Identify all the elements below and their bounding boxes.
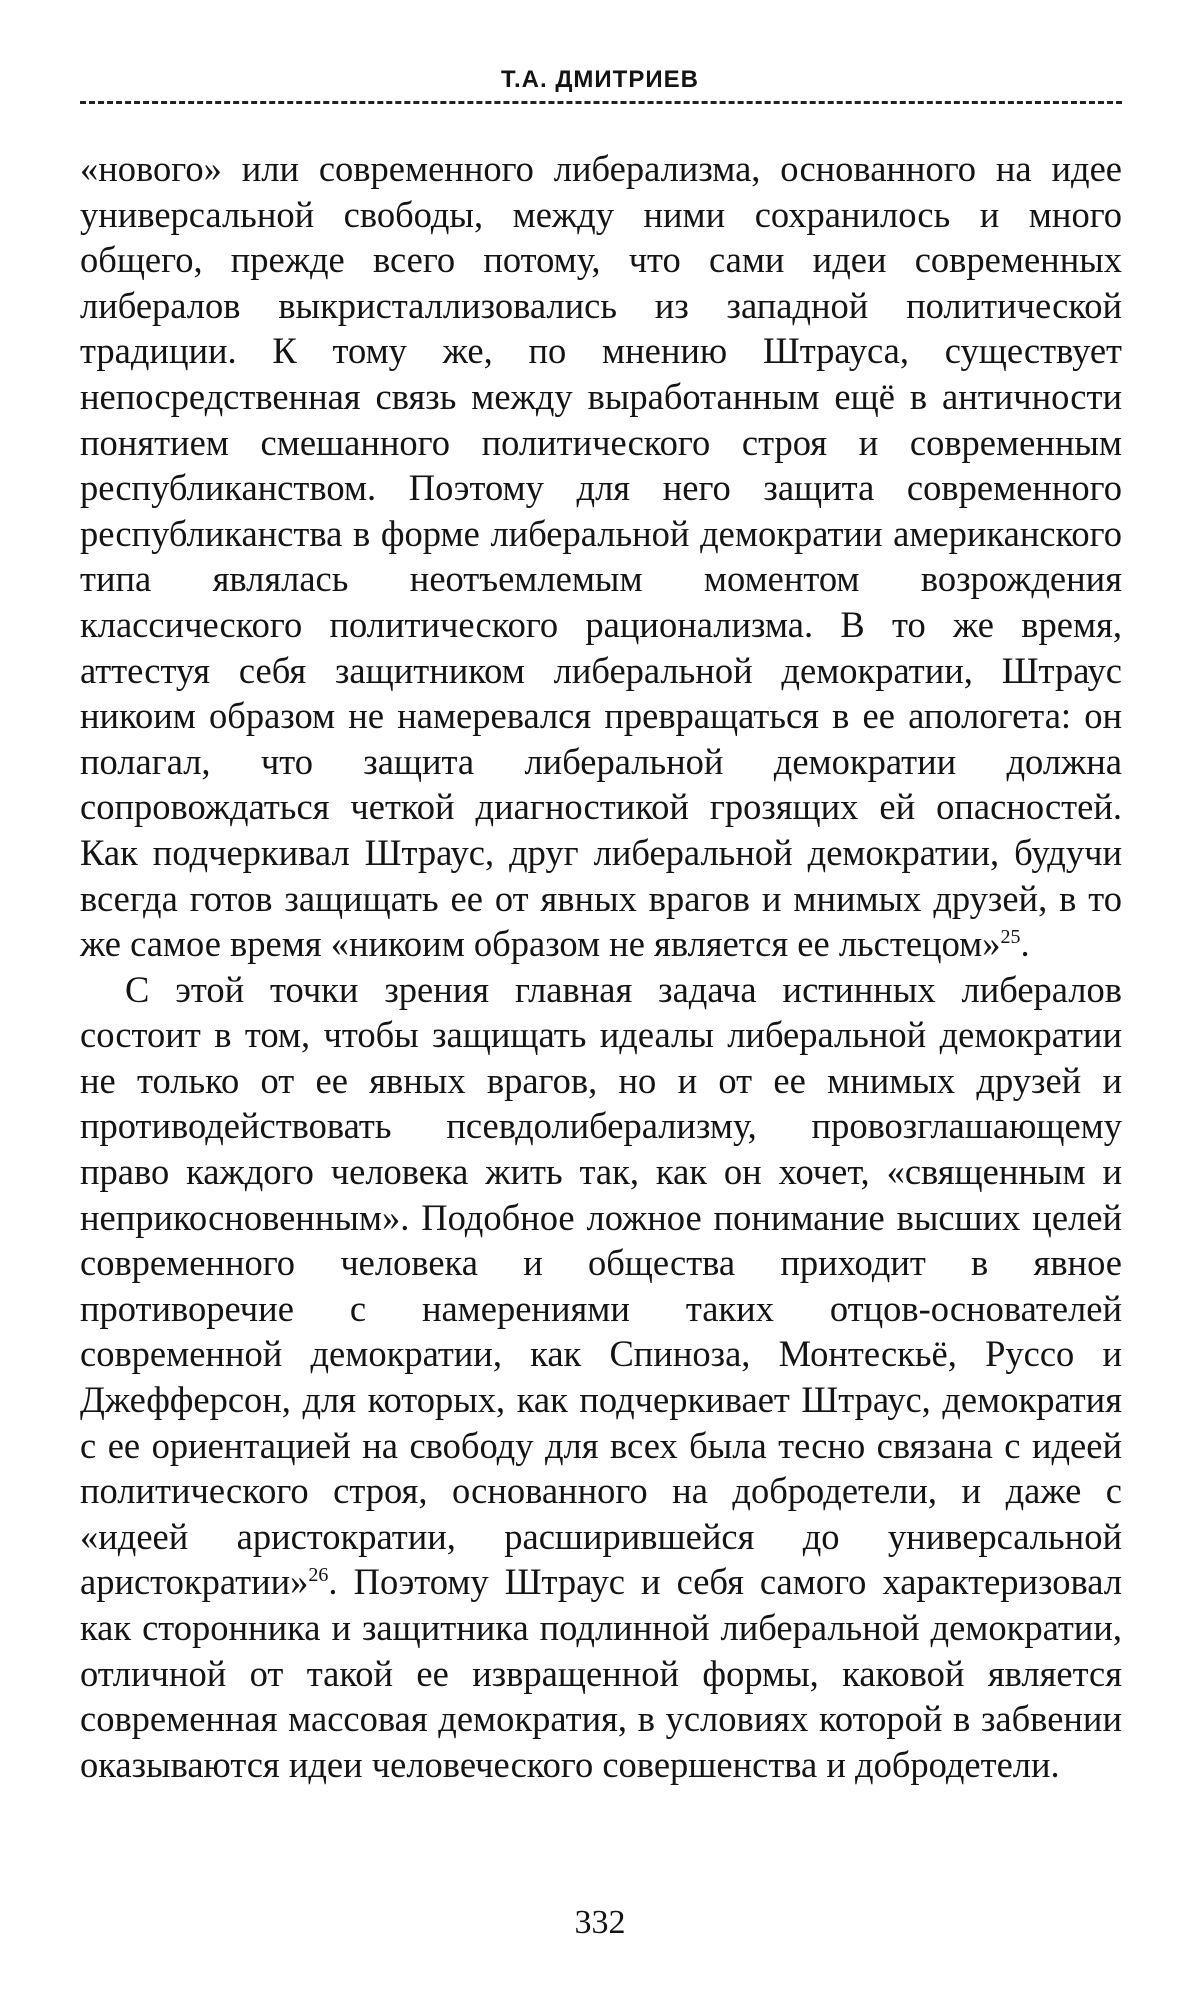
running-header: Т.А. ДМИТРИЕВ [501,66,699,93]
main-text [80,146,1122,1787]
paragraph-2 [80,967,1122,1788]
paragraph-1-tail: . [1020,923,1030,965]
header-divider [80,101,1122,104]
paragraph-1-text: «нового» или современного либерализма, основанного на идее универсальной свободы, между ними сохранилось и много общего, прежде всего потому, что сами идеи современных либералов выкристаллизовались из западной политической традиции. К тому же, по мнению Штрауса, существует непосредственная связь между выработанным ещё в античности понятием смешанного политического строя и современным республиканством. Поэтому для него защита современного республиканства в форме либеральной демократии американского типа являлась неотъемлемым моментом возрождения классического политического рационализма. В то же время, аттестуя себя защитником либеральной демократии, Штраус никоим образом не намеревался превращаться в ее апологета: он полагал, что защита либеральной демократии должна сопровождаться четкой диагностикой грозящих ей опасностей. Как подчеркивал Штраус, друг либеральной демократии, будучи всегда готов защищать ее от явных врагов и мнимых друзей, в то же самое время «никоим образом не является ее льстецом» [80,148,1122,965]
page-number: 332 [574,1904,626,1941]
paragraph-2-text: С этой точки зрения главная задача истинных либералов состоит в том, чтобы защищать идеалы либеральной демократии не только от ее явных врагов, но и от ее мнимых друзей и противодействовать псевдолиберализму, провозглашающему право каждого человека жить так, как он хочет, «священным и неприкосновенным». Подобное ложное понимание высших целей современного человека и общества приходит в явное противоречие с намерениями таких отцов-основателей современной демократии, как Спиноза, Монтескьё, Руссо и Джефферсон, для которых, как подчеркивает Штраус, демократия с ее ориентацией на свободу для всех была тесно связана с идеей политического строя, основанного на добродетели, и даже с «идеей аристократии, расширившейся до универсальной аристократии» [80,968,1122,1603]
footnote-marker-25: 25 [1000,925,1021,948]
paragraph-1 [80,146,1122,967]
footnote-marker-26: 26 [308,1564,329,1587]
paragraph-2-tail: . Поэтому Штраус и себя самого характеризовал как сторонника и защитника подлинной либеральной демократии, отличной от такой ее извращенной формы, каковой является современная массовая демократия, в условиях которой в забвении оказываются идеи человеческого совершенства и добродетели. [80,1561,1122,1785]
